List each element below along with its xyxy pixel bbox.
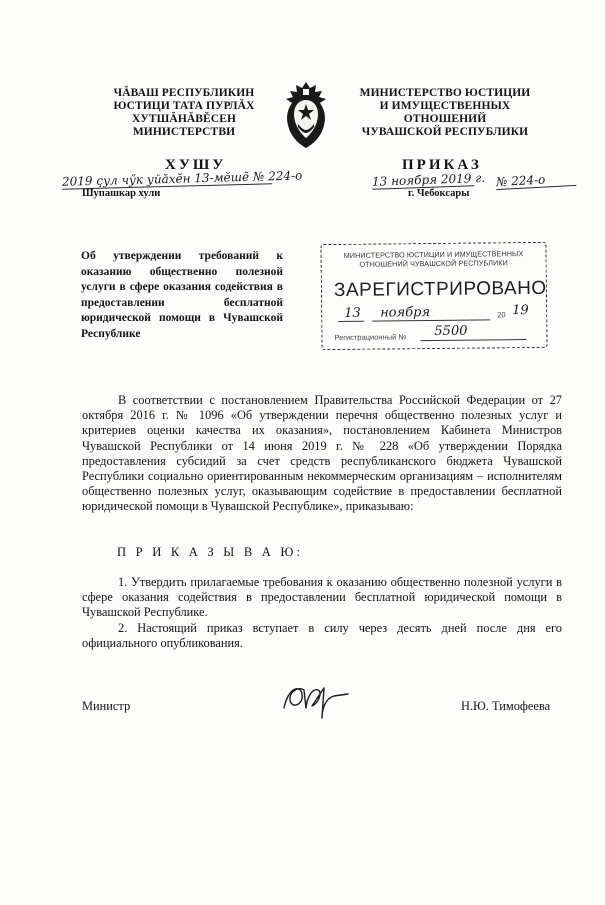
header-left-line: ЧĂВАШ РЕСПУБЛИКИН <box>113 87 255 99</box>
header-left-line: ЮСТИЦИ ТАТА ПУРЛĂХ <box>113 100 255 112</box>
order-date-number-chuvash: 2019 ҫул чӳк уйӑхӗн 13-мӗшӗ № 224-о <box>61 168 303 189</box>
stamp-day-underline <box>338 321 364 322</box>
signatory-position: Министр <box>82 699 131 713</box>
order-item-2: 2. Настоящий приказ вступает в силу через десять дней после дня его официального опубликования. <box>82 621 562 651</box>
order-directive-heading: П Р И К А З Ы В А Ю: <box>117 545 304 559</box>
stamp-reg-number: 5500 <box>434 323 468 339</box>
header-right <box>352 87 538 139</box>
stamp-header-line: МИНИСТЕРСТВО ЮСТИЦИИ И ИМУЩЕСТВЕННЫХ <box>343 249 524 260</box>
header-right-line: ЧУВАШСКОЙ РЕСПУБЛИКИ <box>361 126 529 138</box>
signatory-name: Н.Ю. Тимофеева <box>461 699 551 713</box>
preamble-paragraph: В соответствии с постановлением Правительства Российской Федерации от 27 октября 2016 г. № 1096 «Об утверждении перечня общественно полезных услуг и критериев оценки качества их оказания», постановлением Кабинета Министров Чувашской Республики от 14 июня 2019 г. № 228 «Об утверждении Порядка предоставления субсидий за счет средств республиканского бюджета Чувашской Республики социально ориентированным некоммерческим организациям – исполнителям общественно полезных услуг, оказывающим содействие в предоставлении бесплатной юридической помощи в Чувашской Республике», приказываю: <box>82 393 562 514</box>
header-left <box>96 87 272 139</box>
stamp-date-row <box>334 303 534 324</box>
document-title: Об утверждении требований к оказанию общественно полезной услуги в сфере оказания содействия в предоставлении бесплатной юридической помощи в Чувашской Республике <box>81 250 283 340</box>
header-left-line: ХУТШĂНĂВĔСЕН <box>131 113 237 125</box>
header-right-line: МИНИСТЕРСТВО ЮСТИЦИИ <box>359 87 531 99</box>
stamp-reg-underline <box>420 339 526 341</box>
stamp-header <box>328 249 540 269</box>
city-russian: г. Чебоксары <box>408 188 470 199</box>
stamp-reg-label: Регистрационный № <box>334 332 407 343</box>
order-number-russian: № 224-о <box>496 171 577 190</box>
header-right-line: И ИМУЩЕСТВЕННЫХ <box>379 100 511 112</box>
stamp-year-prefix: 20 <box>497 310 506 320</box>
order-date-russian: 13 ноября 2019 г. <box>371 170 486 189</box>
header-right-line: ОТНОШЕНИЙ <box>403 113 487 125</box>
registration-stamp <box>320 242 547 350</box>
stamp-day: 13 <box>344 305 361 321</box>
order-item-1: 1. Утвердить прилагаемые требования к оказанию общественно полезной услуги в сфере оказания содействия в предоставлении бесплатной юридической помощи в Чувашской Республике. <box>82 575 562 620</box>
stamp-month-underline <box>372 319 490 321</box>
stamp-header-line: ОТНОШЕНИЙ ЧУВАШСКОЙ РЕСПУБЛИКИ <box>359 258 508 269</box>
order-word-russian: ПРИКАЗ <box>402 157 482 173</box>
stamp-year-suffix: 19 <box>512 303 529 319</box>
header-left-line: МИНИСТЕРСТВИ <box>132 126 236 138</box>
coat-of-arms-emblem <box>281 80 331 150</box>
order-word-chuvash: ХУШУ <box>165 157 227 173</box>
stamp-registered-label: ЗАРЕГИСТРИРОВАНО <box>333 277 547 302</box>
city-chuvash: Шупашкар хули <box>82 188 161 199</box>
handwritten-signature <box>278 678 358 728</box>
stamp-month: ноября <box>380 305 431 321</box>
